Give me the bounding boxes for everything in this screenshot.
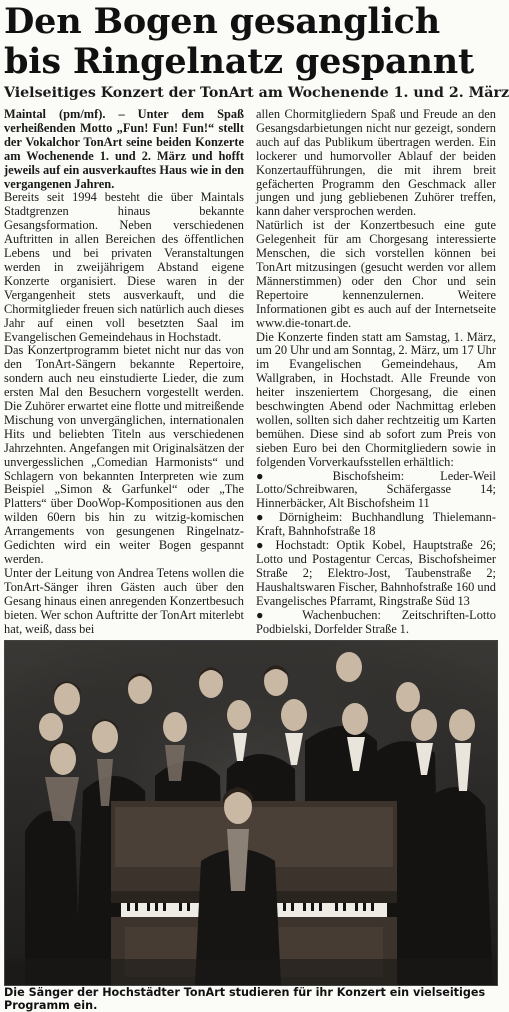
ticket-outlet-text: Bischofsheim: Leder-Weil Lotto/Schreibwaren, Schäfergasse 14; Hinnerbäcker, Alt Bischofsheim 11 — [256, 468, 496, 511]
choir-photo-illustration — [5, 641, 497, 985]
bullet-icon: ● — [256, 510, 270, 525]
lead-paragraph: Maintal (pm/mf). – Unter dem Spaß verheißenden Motto „Fun! Fun! Fun!“ stellt der Vokalchor TonArt seine beiden Konzerte am Wochenende 1. und 2. März und hofft jeweils auf ein ausverkauftes Haus wie in den vergangenen Jahren. — [4, 107, 244, 191]
body-paragraph: allen Chormitgliedern Spaß und Freude an den Gesangsdarbietungen nicht nur gezeigt, sondern auch auf das Publikum übertragen werden. Ein lockerer und humorvoller Ablauf der beiden Konzertaufführungen, die mit ihrem breit gefächerten Programm den Geschmack aller jungen und jung gebliebenen Zuhörer treffen, kann daher versprochen werden. — [256, 107, 496, 219]
ticket-outlet-text: Wachenbuchen: Zeitschriften-Lotto Podbielski, Dorfelder Straße 1. — [256, 607, 496, 636]
headline-line-1: Den Bogen gesanglich — [4, 1, 440, 42]
body-paragraph: Bereits seit 1994 besteht die über Maintals Stadtgrenzen hinaus bekannte Gesangsformation. Neben verschiedenen Auftritten in allen Bereichen des öffentlichen Lebens und bei privaten Veranstaltungen werden in zweijährigem Abstand eigene Konzerte organisiert. Diese waren in der Vergangenheit stets ausverkauft, und die Chormitglieder freuen sich natürlich auch dieses Jahr auf einen voll besetzten Saal im Evangelischen Gemeindehaus in Hochstadt. — [4, 190, 244, 344]
bullet-icon: ● — [256, 538, 269, 553]
list-item — [256, 470, 496, 512]
headline-line-2: bis Ringelnatz gespannt — [4, 41, 474, 82]
ticket-outlet-text: Hochstadt: Optik Kobel, Hauptstraße 26; Lotto und Postagentur Cercas, Bischofsheimer Straße 2; Elektro-Jost, Taubenstraße 2; Haushaltswaren Fischer, Bahnhofstraße 160 und Evangelisches Pfarramt, Ringstraße Süd 13 — [256, 538, 496, 608]
list-item — [256, 609, 496, 637]
list-item — [256, 539, 496, 609]
body-paragraph: Das Konzertprogramm bietet nicht nur das von den TonArt-Sängern bekannte Repertoire, sondern auch neu einstudierte Lieder, die zum ersten Mal den Besuchern vorgestellt werden. Die Zuhörer erwartet eine flotte und mitreißende Mischung von unvergänglichen, internationalen Hits und beliebten Titeln aus verschiedenen Jahrzehnten. Angefangen mit Originalsätzen der unvergesslichen „Comedian Harmonists“ und Schlagern von bekannten Interpreten wie zum Beispiel „Simon & Garfunkel“ oder „The Platters“ über DooWop-Kompositionen aus den wilden 60ern bis hin zu witzig-komischen Arrangements von gesungenen Ringelnatz-Gedichten wird ein weiter Bogen gespannt werden. — [4, 343, 244, 566]
choir-photo — [4, 640, 498, 986]
body-paragraph: Natürlich ist der Konzertbesuch eine gute Gelegenheit für am Chorgesang interessierte Menschen, die sich vorstellen können bei TonArt mitzusingen (gesucht werden vor allem Männerstimmen) oder den Chor und sein Repertoire kennenzulernen. Weitere Informationen gibt es auch auf der Internetseite www.die-tonart.de. — [256, 218, 496, 330]
photo-caption: Die Sänger der Hochstädter TonArt studieren für ihr Konzert ein vielseitiges Programm ein. — [4, 986, 486, 1012]
article-column-right — [256, 107, 496, 636]
ticket-outlet-list — [256, 470, 496, 637]
article-column-left — [4, 107, 244, 636]
subheadline: Vielseitiges Konzert der TonArt am Wochenende 1. und 2. März — [4, 85, 509, 101]
headline — [4, 2, 496, 82]
bullet-icon: ● — [256, 607, 282, 622]
body-paragraph: Die Konzerte finden statt am Samstag, 1. März, um 20 Uhr und am Sonntag, 2. März, um 17 Uhr im Evangelischen Gemeindehaus, Am Wallgraben, in Hochstadt. Alle Freunde von heiter inszeniertem Chorgesang, die einen beschwingten Abend oder Nachmittag erleben wollen, sollten sich daher rechtzeitig um Karten bemühen. Diese sind ab sofort zum Preis von sieben Euro bei den Chormitgliedern sowie in folgenden Vorverkaufsstellen erhältlich: — [256, 329, 496, 469]
body-paragraph: Unter der Leitung von Andrea Tetens wollen die TonArt-Sänger ihren Gästen auch über den Gesang hinaus einen anregenden Konzertbesuch bieten. Wer schon Auftritte der TonArt miterlebt hat, weiß, dass bei — [4, 565, 244, 636]
ticket-outlet-text: Dörnigheim: Buchhandlung Thielemann-Kraft, Bahnhofstraße 18 — [256, 510, 496, 539]
list-item — [256, 511, 496, 539]
bullet-icon: ● — [256, 468, 297, 483]
